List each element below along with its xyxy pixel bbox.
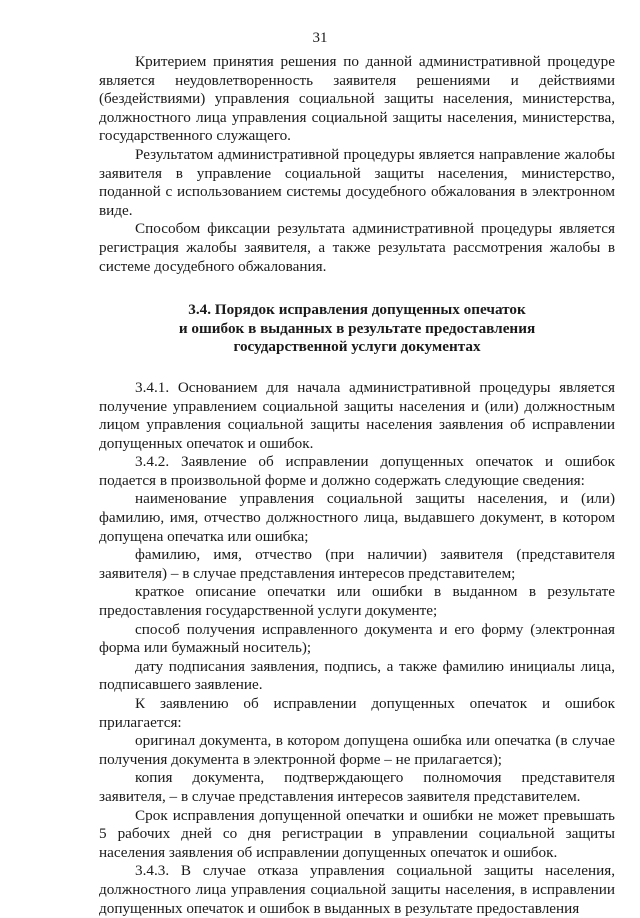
paragraph: 3.4.1. Основанием для начала административной процедуры является получение управлением социальной защиты населения и (или) должностным лицом управления социальной защиты населения заявления об исправлении допущенных опечаток и ошибок. bbox=[99, 378, 615, 452]
paragraph: 3.4.3. В случае отказа управления социальной защиты населения, должностного лица управления социальной защиты населения, в исправлении допущенных опечаток и ошибок в выданных в результате предоставления bbox=[99, 862, 615, 917]
section-heading bbox=[99, 301, 615, 357]
section-heading-line: 3.4. Порядок исправления допущенных опечаток bbox=[188, 301, 526, 319]
paragraph: Критерием принятия решения по данной административной процедуре является неудовлетворенность заявителя решениями и действиями (бездействиями) управления социальной защиты населения, министерства, должностного лица управления социальной защиты населения, министерства, государственного служащего. bbox=[99, 53, 615, 145]
section-heading-line: государственной услуги документах bbox=[233, 338, 481, 356]
paragraph: наименование управления социальной защиты населения, и (или) фамилию, имя, отчество должностного лица, выдавшего документ, в котором допущена опечатка или ошибка; bbox=[99, 490, 615, 545]
paragraph: Срок исправления допущенной опечатки и ошибки не может превышать 5 рабочих дней со дня регистрации в управлении социальной защиты населения заявления об исправлении допущенных опечаток и ошибок. bbox=[99, 806, 615, 861]
document-body bbox=[99, 53, 615, 918]
section-heading-line: и ошибок в выданных в результате предоставления bbox=[178, 319, 536, 337]
paragraph: способ получения исправленного документа и его форму (электронная форма или бумажный носитель); bbox=[99, 620, 615, 657]
paragraph: К заявлению об исправлении допущенных опечаток и ошибок прилагается: bbox=[99, 695, 615, 731]
paragraph: Способом фиксации результата административной процедуры является регистрация жалобы заявителя, а также результата рассмотрения жалобы в системе досудебного обжалования. bbox=[99, 220, 615, 275]
paragraph: оригинал документа, в котором допущена ошибка или опечатка (в случае получения документа в электронной форме – не прилагается); bbox=[99, 732, 615, 768]
paragraph: краткое описание опечатки или ошибки в выданном в результате предоставления государственной услуги документе; bbox=[99, 583, 615, 620]
paragraph: Результатом административной процедуры является направление жалобы заявителя в управление социальной защиты населения, министерство, поданной с использованием системы досудебного обжалования в электронном виде. bbox=[99, 145, 615, 219]
paragraph: копия документа, подтверждающего полномочия представителя заявителя, – в случае представления интересов заявителя представителем. bbox=[99, 769, 615, 805]
paragraph: дату подписания заявления, подпись, а также фамилию инициалы лица, подписавшего заявление. bbox=[99, 657, 615, 694]
paragraph: 3.4.2. Заявление об исправлении допущенных опечаток и ошибок подается в произвольной форме и должно содержать следующие сведения: bbox=[99, 453, 615, 489]
page-number: 31 bbox=[312, 30, 328, 46]
paragraph: фамилию, имя, отчество (при наличии) заявителя (представителя заявителя) – в случае представления интересов представителем; bbox=[99, 546, 615, 582]
